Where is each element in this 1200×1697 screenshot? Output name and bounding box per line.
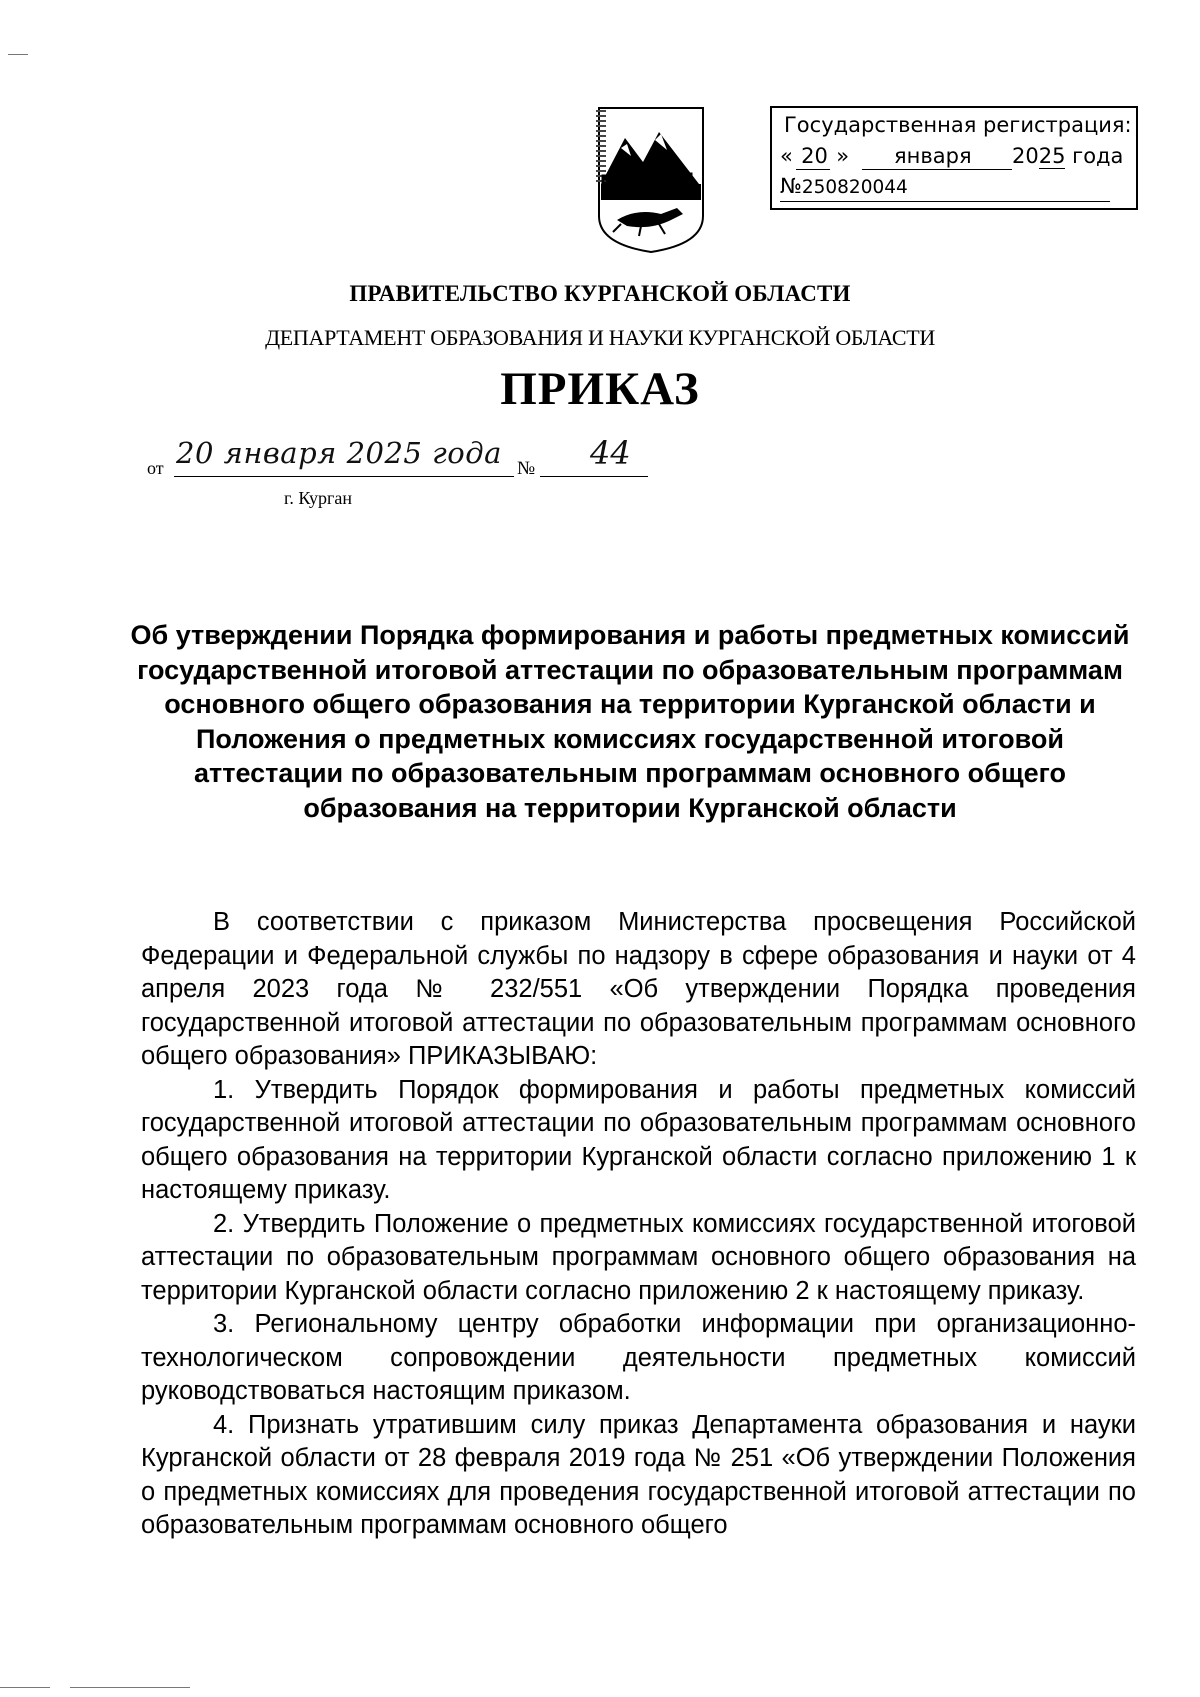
document-type-title: ПРИКАЗ (500, 363, 700, 415)
order-body (141, 906, 1136, 1543)
item-1-paragraph: 1. Утвердить Порядок формирования и работы предметных комиссий государственной итоговой аттестации по образовательным программам основного общего образования на территории Курганской области согласно приложению 1 к настоящему приказу. (141, 1075, 1136, 1204)
government-header: ПРАВИТЕЛЬСТВО КУРГАНСКОЙ ОБЛАСТИ (349, 281, 851, 306)
order-number-label: № (517, 458, 536, 479)
registration-month: января (894, 144, 972, 168)
item-4-paragraph: 4. Признать утратившим силу приказ Департамента образования и науки Курганской области от 28 февраля 2019 года № 251 «Об утверждении Положения о предметных комиссиях для проведения государственной итоговой аттестации по образовательным программам основного общего (141, 1410, 1136, 1539)
registration-stamp (770, 106, 1138, 210)
department-header: ДЕПАРТАМЕНТ ОБРАЗОВАНИЯ И НАУКИ КУРГАНСКОЙ ОБЛАСТИ (265, 325, 935, 350)
order-date-handwritten: 20 января 2025 года (176, 436, 502, 470)
registration-number: 250820044 (801, 177, 908, 198)
scan-speck (0, 1687, 50, 1688)
order-city: г. Курган (284, 488, 353, 508)
item-2-paragraph: 2. Утвердить Положение о предметных комиссиях государственной итоговой аттестации по образовательным программам основного общего образования на территории Курганской области согласно приложению 2 к настоящему приказу. (141, 1209, 1136, 1305)
registration-number-label: № (780, 174, 802, 198)
registration-year-word: года (1072, 144, 1124, 168)
order-number-underline (540, 476, 648, 477)
order-date-underline (174, 476, 514, 477)
order-number-handwritten: 44 (590, 434, 631, 472)
registration-number-underline (780, 200, 1110, 202)
registration-day-open-quote: « (780, 144, 793, 168)
registration-month-underline (862, 168, 1012, 170)
registration-day-close-quote: » (836, 144, 850, 168)
scan-speck (8, 54, 28, 55)
registration-day-underline (796, 168, 830, 170)
order-subject: Об утверждении Порядка формирования и работы предметных комиссий государственной итоговой аттестации по образовательным программам основного общего образования на территории Курганской области и Положения о предметных комиссиях государственной итоговой аттестации по образовательным программам основного общего образования на территории Курганской области (130, 620, 1130, 823)
registration-year-suffix: 25 (1038, 144, 1066, 168)
order-from-label: от (147, 458, 164, 478)
coat-of-arms-emblem (591, 104, 711, 254)
registration-year-prefix: 20 (1012, 144, 1039, 168)
item-3-paragraph: 3. Региональному центру обработки информации при организационно-технологическом сопровождении деятельности предметных комиссий руководствоваться настоящим приказом. (141, 1310, 1136, 1405)
scan-speck (70, 1687, 190, 1688)
preamble-paragraph: В соответствии с приказом Министерства просвещения Российской Федерации и Федеральной службы по надзору в сфере образования и науки от 4 апреля 2023 года № 232/551 «Об утверждении Порядка проведения государственной итоговой аттестации по образовательным программам основного общего образования» ПРИКАЗЫВАЮ: (141, 908, 1136, 1070)
registration-day: 20 (801, 144, 828, 168)
registration-title: Государственная регистрация: (784, 113, 1132, 137)
